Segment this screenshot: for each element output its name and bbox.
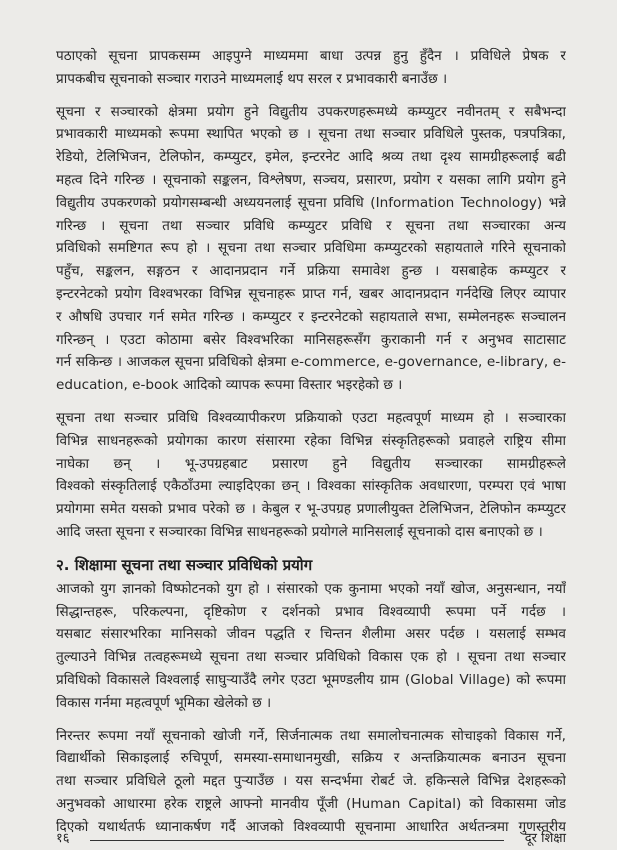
text-line: तथा सञ्चार प्रविधिले ठूलो मद्दत पुर्‍याउँछ । यस सन्दर्भमा रोबर्ट जे. हकिन्सले विभिन्न देशहरूको [56,773,566,790]
text-line: विद्यार्थीको सिकाइलाई रुचिपूर्ण, समस्या-समाधानमुखी, सक्रिय र अन्तक्रियात्मक बनाउन सूचना [56,750,566,767]
text-line: गर्न सकिन्छ । आजकल सूचना प्रविधिको क्षेत्रमा e-commerce, e-governance, e-library, e- [56,354,566,371]
paragraph-1 [56,45,566,91]
text-line: निरन्तर रूपमा नयाँ सूचनाको खोजी गर्ने, सिर्जनात्मक तथा समालोचनात्मक सोचाइको विकास गर्ने, [56,727,566,744]
footer-rule [90,840,504,841]
text-line: रेडियो, टेलिभिजन, टेलिफोन, कम्प्युटर, इमेल, इन्टरनेट आदि श्रव्य तथा दृश्य सामग्रीहरूलाई बढी [56,149,566,166]
text-line: अनुभवको आधारमा हरेक राष्ट्रले आफ्नो मानवीय पूँजी (Human Capital) को विकासमा जोड [56,795,566,812]
page-footer [56,830,566,850]
text-line: प्रविधिको विकासले विश्वलाई साघुर्‍याउँदै लगेर एउटा भूमण्डलीय ग्राम (Global Village) को रूपमा [56,671,566,688]
text-line: प्रापकबीच सूचनाको सञ्चार गराउने माध्यमलाई थप सरल र प्रभावकारी बनाउँछ । [56,70,448,87]
paragraph-5 [56,725,566,839]
text-line: प्रयोगमा समेत यसको प्रभाव परेको छ । केबुल र भू-उपग्रह प्रणालीयुक्त टेलिभिजन, टेलिफोन कम्प्युटर [56,501,566,518]
text-line: प्रभावकारी माध्यमको रूपमा स्थापित भएको छ । सूचना तथा सञ्चार प्रविधिले पुस्तक, पत्रपत्रिका, [56,126,566,143]
text-line: आजको युग ज्ञानको विष्फोटनको युग हो । संसारको एक कुनामा भएको नयाँ खोज, अनुसन्धान, नयाँ [56,580,566,597]
paragraph-3 [56,407,566,544]
text-line: र औषधि उपचार गर्न समेत गरिन्छ । कम्प्युटर र इन्टरनेटको सहायताले सभा, सम्मेलनहरू सञ्चालन [56,308,566,325]
page-body [56,45,566,849]
paragraph-2 [56,101,566,397]
text-line: महत्व दिने गरिन्छ । सूचनाको सङ्कलन, विश्लेषण, सञ्चय, प्रसारण, प्रयोग र यसका लागि प्रयोग हुने [56,171,566,188]
text-line: नाघेका छन् । भू-उपग्रहबाट प्रसारण हुने विद्युतीय सञ्चारका सामग्रीहरूले [56,455,566,472]
text-line: गरिन्छन् । एउटा कोठामा बसेर विश्वभरिका मानिसहरूसँग कुराकानी गर्न र अनुभव साटासाट [56,331,566,348]
text-line: आदि जस्ता सूचना र सञ्चारका विभिन्न साधनहरूको प्रयोगले मानिसलाई सूचनाको दास बनाएको छ । [56,523,543,540]
paragraph-4 [56,578,566,715]
page-number: १६ [56,831,70,846]
text-line: प्रविधिको समष्टिगत रूप हो । सूचना तथा सञ्चार प्रविधिमा कम्प्युटरको सहायताले गरिने सूचनाको [56,240,566,257]
text-line: पहुँच, सङ्कलन, सङ्गठन र आदानप्रदान गर्ने प्रक्रिया समावेश हुन्छ । यसबाहेक कम्प्युटर र [56,263,566,280]
text-line: गरिन्छ । सूचना तथा सञ्चार प्रविधि कम्प्युटर प्रविधि र सूचना तथा सञ्चारका अन्य [56,217,566,234]
text-line: विभिन्न साधनहरूको प्रयोगका कारण संसारमा रहेका विभिन्न संस्कृतिहरूको प्रवाहले राष्ट्रिय सीमा [56,432,566,449]
text-line: यसबाट संसारभरिका मानिसको जीवन पद्धति र चिन्तन शैलीमा असर पर्दछ । यसलाई सम्भव [56,626,566,643]
text-line: विद्युतीय उपकरणको प्रयोगसम्बन्धी अध्ययनलाई सूचना प्रविधि (Information Technology) भन्ने [56,194,566,211]
text-line: education, e-book आदिको व्यापक रूपमा विस्तार भइरहेको छ । [56,377,403,394]
text-line: विश्वको संस्कृतिलाई एकैठाँउमा ल्याइदिएका छन् । विश्वका सांस्कृतिक अवधारणा, परम्परा एवं भाषा [56,478,566,495]
text-line: सिद्धान्तहरू, परिकल्पना, दृष्टिकोण र दर्शनको प्रभाव विश्वव्यापी रूपमा पर्ने गर्दछ । [56,603,566,620]
section-heading: २. शिक्षामा सूचना तथा सञ्चार प्रविधिको प्रयोग [56,555,313,574]
text-line: दिएको यथार्थतर्फ ध्यानाकर्षण गर्दै आजको विश्वव्यापी सूचनामा आधारित अर्थतन्त्रमा गुणस्तरीय [56,818,566,835]
text-line: विकास गर्नमा महत्वपूर्ण भूमिका खेलेको छ । [56,694,272,711]
text-line: सूचना तथा सञ्चार प्रविधि विश्वव्यापीकरण प्रक्रियाको एउटा महत्वपूर्ण माध्यम हो । सञ्चारका [56,409,566,426]
text-line: तुल्याउने विभिन्न तत्वहरूमध्ये सूचना तथा सञ्चार प्रविधिको विकास एक हो । सूचना तथा सञ्चार [56,649,566,666]
text-line: पठाएको सूचना प्रापकसम्म आइपुग्ने माध्यममा बाधा उत्पन्न हुनु हुँदैन । प्रविधिले प्रेषक र [56,48,566,64]
text-line: सूचना र सञ्चारको क्षेत्रमा प्रयोग हुने विद्युतीय उपकरणहरूमध्ये कम्प्युटर नवीनतम् र सबैभन्दा [56,103,566,120]
footer-title: दूर शिक्षा [524,831,566,846]
text-line: इन्टरनेटको प्रयोग विश्वभरका विभिन्न सूचनाहरू प्राप्त गर्न, खबर आदानप्रदान गर्नदेखि लिएर व्यापार [56,285,566,302]
